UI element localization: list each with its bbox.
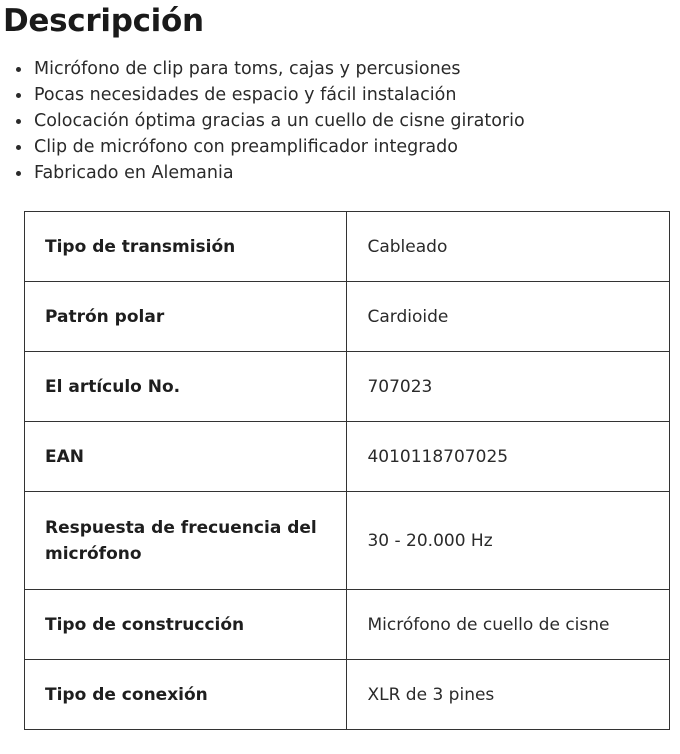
list-item: Micrófono de clip para toms, cajas y percusiones <box>34 56 525 82</box>
spec-label: Tipo de construcción <box>25 590 347 660</box>
spec-label: Tipo de conexión <box>25 660 347 730</box>
spec-value: Micrófono de cuello de cisne <box>347 590 670 660</box>
spec-value: 707023 <box>347 352 670 422</box>
table-row <box>25 422 670 492</box>
table-row <box>25 492 670 590</box>
spec-label: El artículo No. <box>25 352 347 422</box>
spec-label: Respuesta de frecuencia del micrófono <box>25 492 347 590</box>
list-item: Clip de micrófono con preamplificador integrado <box>34 134 525 160</box>
spec-label: Tipo de transmisión <box>25 212 347 282</box>
list-item: Colocación óptima gracias a un cuello de cisne giratorio <box>34 108 525 134</box>
spec-label: Patrón polar <box>25 282 347 352</box>
table-row <box>25 660 670 730</box>
table-row <box>25 590 670 660</box>
table-row <box>25 212 670 282</box>
spec-value: 30 - 20.000 Hz <box>347 492 670 590</box>
page-title: Descripción <box>3 3 204 39</box>
feature-list <box>0 56 525 186</box>
spec-value: Cardioide <box>347 282 670 352</box>
spec-value: XLR de 3 pines <box>347 660 670 730</box>
spec-label: EAN <box>25 422 347 492</box>
spec-value: 4010118707025 <box>347 422 670 492</box>
spec-value: Cableado <box>347 212 670 282</box>
list-item: Pocas necesidades de espacio y fácil instalación <box>34 82 525 108</box>
table-row <box>25 352 670 422</box>
table-row <box>25 282 670 352</box>
list-item: Fabricado en Alemania <box>34 160 525 186</box>
spec-table <box>24 211 670 730</box>
